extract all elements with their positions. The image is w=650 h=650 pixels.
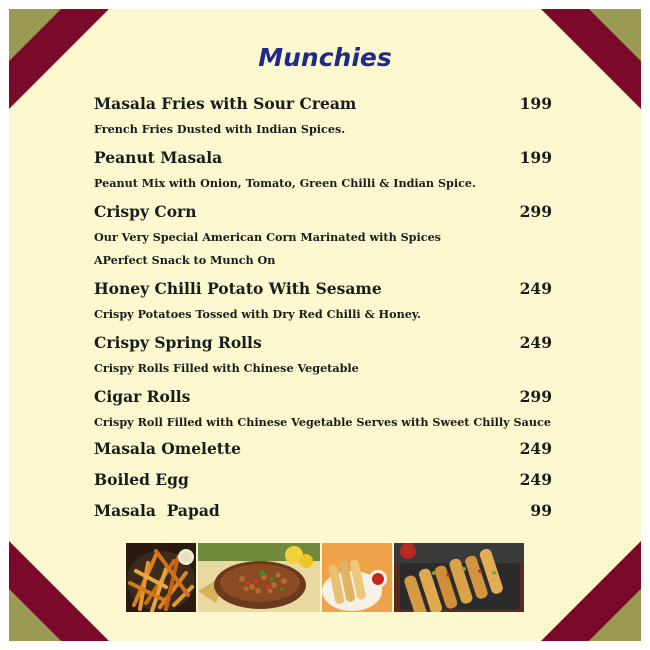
spring-rolls-photo xyxy=(394,543,524,612)
menu-item xyxy=(94,386,554,411)
item-name: Honey Chilli Potato With Sesame xyxy=(94,279,382,298)
item-price: 199 xyxy=(519,94,552,113)
peanut-masala-photo xyxy=(198,543,320,612)
item-price: 249 xyxy=(519,470,552,489)
item-price: 249 xyxy=(519,439,552,458)
menu-item xyxy=(94,278,554,303)
item-price: 249 xyxy=(519,279,552,298)
item-price: 199 xyxy=(519,148,552,167)
menu-item xyxy=(94,201,554,226)
food-gallery xyxy=(126,543,524,612)
menu-item xyxy=(94,469,554,494)
item-name: Masala Omelette xyxy=(94,439,241,458)
item-name: Masala Papad xyxy=(94,501,220,520)
menu-item xyxy=(94,500,554,525)
menu-item xyxy=(94,332,554,357)
menu-list xyxy=(94,93,554,525)
fries-photo xyxy=(126,543,196,612)
item-name: Crispy Spring Rolls xyxy=(94,333,262,352)
item-description: Peanut Mix with Onion, Tomato, Green Chilli & Indian Spice. xyxy=(94,176,476,190)
item-name: Cigar Rolls xyxy=(94,387,191,406)
item-description: French Fries Dusted with Indian Spices. xyxy=(94,122,346,136)
cigar-rolls-photo xyxy=(322,543,392,612)
menu-panel xyxy=(9,9,641,641)
item-description: Crispy Potatoes Tossed with Dry Red Chilli & Honey. xyxy=(94,307,421,321)
item-description: Crispy Rolls Filled with Chinese Vegetable xyxy=(94,361,359,375)
item-price: 99 xyxy=(530,501,552,520)
corner-stripe-bottom-right xyxy=(541,541,641,641)
item-description: Our Very Special American Corn Marinated with Spices xyxy=(94,230,441,244)
item-name: Boiled Egg xyxy=(94,470,189,489)
page-title: Munchies xyxy=(258,43,392,72)
item-description: APerfect Snack to Munch On xyxy=(94,253,276,267)
item-name: Crispy Corn xyxy=(94,202,197,221)
item-price: 299 xyxy=(519,202,552,221)
item-price: 299 xyxy=(519,387,552,406)
menu-item xyxy=(94,147,554,172)
item-name: Masala Fries with Sour Cream xyxy=(94,94,357,113)
corner-stripe-bottom-left xyxy=(9,541,109,641)
item-name: Peanut Masala xyxy=(94,148,223,167)
item-description: Crispy Roll Filled with Chinese Vegetable Serves with Sweet Chilly Sauce xyxy=(94,415,551,429)
menu-item xyxy=(94,438,554,463)
item-price: 249 xyxy=(519,333,552,352)
menu-item xyxy=(94,93,554,118)
